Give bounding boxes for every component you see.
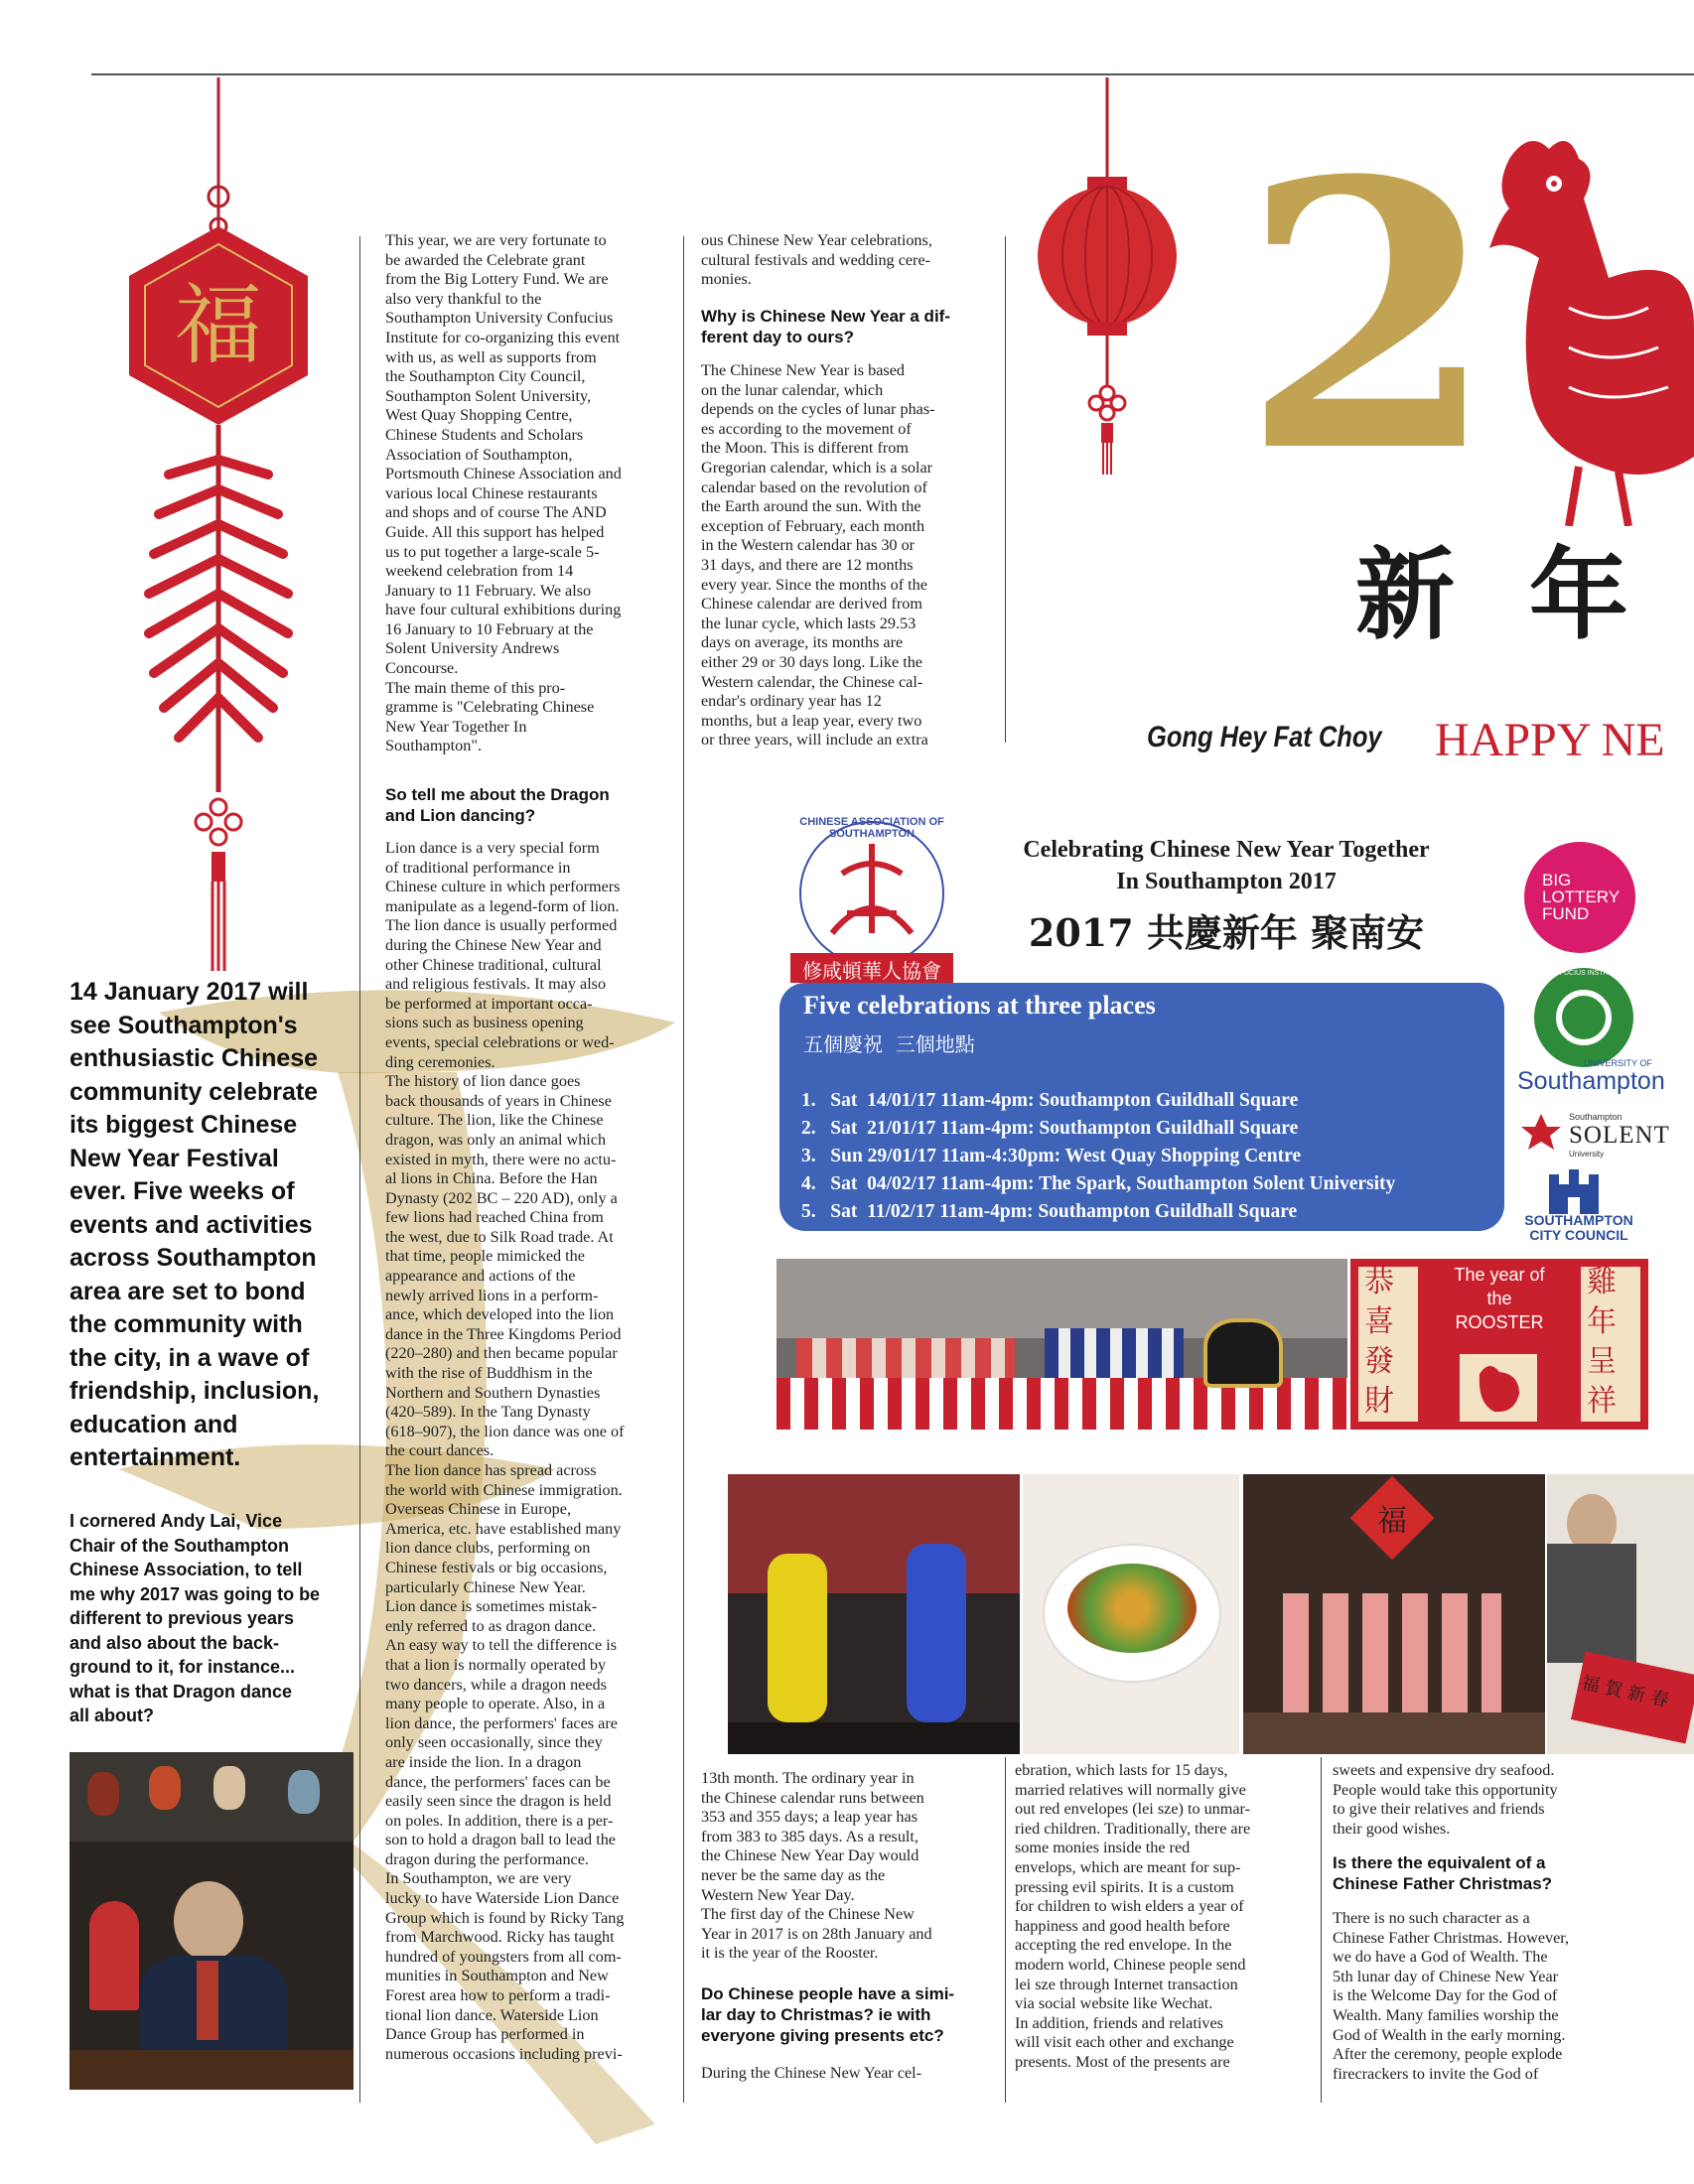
food-dish-photo (1023, 1474, 1239, 1754)
opera-mask (149, 1766, 181, 1810)
small-rooster-icon (1460, 1354, 1537, 1422)
big-lottery-fund-logo (1524, 842, 1635, 953)
col4b-paragraph-1: ebration, which lasts for 15 days, married relatives will normally give out red envelopes (lei sze) to unmar- ried children. Traditionally, there are some monies inside the red envelops, which are meant for sup- pressing evil spirits. It is a custom for children to wish elders a year of happiness and good health before accepting the red envelope. In the modern world, Chinese people send lei sze through Internet transaction via social website like Wechat. In addition, friends and relatives will visit each other and exchange presents. Most of the presents are (1015, 1761, 1251, 2071)
col3-paragraph-1: ous Chinese New Year celebrations, cultural festivals and wedding cere- monies. (701, 231, 932, 289)
happy-new-year-heading: HAPPY NE (1435, 714, 1665, 766)
rooster-card-image (1460, 1354, 1537, 1422)
dancers-group (1283, 1593, 1501, 1712)
drummers-group (1045, 1328, 1184, 1378)
fu-charm-graphic (60, 77, 377, 971)
solent-small-label: Southampton (1569, 1112, 1623, 1122)
child-blue-outfit (907, 1544, 966, 1722)
solent-uni-label: University (1569, 1150, 1605, 1159)
top-rule (91, 73, 1694, 75)
rooster-papercut (1470, 129, 1694, 526)
performers-group (796, 1338, 1015, 1378)
elder-body (1547, 1544, 1636, 1663)
col3b-paragraph-2: During the Chinese New Year cel- (701, 2064, 922, 2082)
big-lottery-fund-text: BIG LOTTERY FUND (1542, 871, 1621, 923)
column-rule-2 (683, 236, 684, 2103)
column-rule-5 (1321, 1757, 1322, 2103)
fu-sign-character: 福 (1377, 1504, 1407, 1539)
dancers-floor (1243, 1712, 1545, 1754)
col5b-heading-father-christmas: Is there the equivalent of a Chinese Father Christmas? (1333, 1853, 1553, 1893)
col2-heading-dragon: So tell me about the Dragon and Lion dancing? (385, 785, 610, 825)
calligraphy-photo (1547, 1474, 1694, 1754)
fu-charm-decoration (60, 77, 377, 971)
col3b-paragraph-1: 13th month. The ordinary year in the Chinese calendar runs between 353 and 355 days; a leap year has from 383 to 385 days. As a result, the Chinese New Year Day would never be the same day as the Western New Year Day. The first day of the Chinese New Year in 2017 is on 28th January and it is the year of the Rooster. (701, 1769, 932, 1963)
kungfu-floor (728, 1722, 1020, 1754)
event-line-3: 3. Sun 29/01/17 11am-4:30pm: West Quay Shopping Centre (801, 1146, 1302, 1166)
confucius-text: CONFUCIUS INSTITUTE (1544, 970, 1623, 977)
events-box-chinese-title: 五個慶祝 三個地點 (803, 1032, 975, 1056)
man-tie (197, 1961, 218, 2040)
association-chinese-name: 修咸頓華人協會 (802, 959, 941, 983)
flower-vase (89, 1901, 139, 2010)
event-line-2: 2. Sat 21/01/17 11am-4pm: Southampton Guildhall Square (801, 1118, 1299, 1139)
gong-hey-fat-choy: Gong Hey Fat Choy (1147, 721, 1382, 753)
column-rule-3 (1005, 236, 1006, 743)
poster-title-chinese: 2017 共慶新年 聚南安 (1028, 910, 1425, 955)
col5b-paragraph-2: There is no such character as a Chinese Father Christmas. However, we do have a God of Wealth. The 5th lunar day of Chinese New Year is the Welcome Day for the God of Wealth. Many families worship the God of Wealth in the early morning. After the ceremony, people explode firecrackers to invite the God of (1333, 1909, 1570, 2083)
association-logo (773, 814, 971, 993)
solent-star-icon (1516, 1112, 1566, 1152)
col3-paragraph-2: The Chinese New Year is based on the lunar calendar, which depends on the cycles of lunar phas- es according to the movement of the Moon. This is different from Gregorian calendar, which is a solar calendar based on the revolution of the Earth around the sun. With the exception of February, each month in the Western calendar has 30 or 31 days, and there are 12 months every year. Since the months of the Chinese calendar are derived from the lunar cycle, which lasts 29.53 days on average, its months are either 29 or 30 days long. Like the Western calendar, the Chinese cal- endar's ordinary year has 12 months, but a leap year, every two or three years, will include an extra (701, 361, 935, 750)
event-line-4: 4. Sat 04/02/17 11am-4pm: The Spark, Southampton Solent University (801, 1173, 1396, 1194)
man-face (174, 1881, 243, 1961)
opera-mask (288, 1770, 320, 1814)
poster-title-line-1: Celebrating Chinese New Year Together (1023, 837, 1430, 863)
col5b-paragraph-1: sweets and expensive dry seafood. People would take this opportunity to give their relatives and friends their good wishes. (1333, 1761, 1558, 1838)
solent-university-logo: SOLENT (1569, 1122, 1670, 1149)
rooster-card-caption: The year of the ROOSTER (1454, 1265, 1545, 1332)
lion-costume (1203, 1318, 1283, 1388)
column-rule-4 (1005, 1757, 1006, 2103)
col3-heading-lunar: Why is Chinese New Year a dif- ferent day to ours? (701, 307, 950, 346)
desk (70, 2050, 353, 2090)
intro-question: I cornered Andy Lai, Vice Chair of the Southampton Chinese Association, to tell me why 2017 was going to be different to previous years and also about the back- ground to it, for instance... what is that Dragon dance all about? (70, 1511, 321, 1725)
uni-small-label: UNIVERSITY OF (1584, 1058, 1652, 1068)
rooster-card-left-text: 恭 喜 發 財 (1364, 1265, 1394, 1419)
events-box (779, 983, 1504, 1231)
food-dish (1067, 1564, 1197, 1653)
child-yellow-outfit (768, 1554, 827, 1722)
event-line-1: 1. Sat 14/01/17 11am-4pm: Southampton Guildhall Square (801, 1090, 1299, 1111)
rooster-year-card (1350, 1259, 1648, 1430)
opera-mask (213, 1766, 245, 1810)
events-box-title: Five celebrations at three places (803, 991, 1156, 1020)
xin-nian-characters: 新 年 (1355, 537, 1648, 653)
kungfu-children-photo (728, 1474, 1020, 1754)
col2-paragraph-2: Lion dance is a very special form of traditional performance in Chinese culture in which performers manipulate as a legend-form of lion. The lion dance is usually performed during the Chinese New Year and other Chinese traditional, cultural and religious festivals. It may also be performed at important occa- sions such as business opening events, special celebrations or wed- ding ceremonies. The history of lion dance goes back thousands of years in Chinese culture. The lion, like the Chinese dragon, was only an animal which existed in myth, there were no actu- al lions in China. Before the Han Dynasty (202 BC – 220 AD), only a few lions had reached China from the west, due to Silk Road trade. At that time, people mimicked the appearance and actions of the newly arrived lions in a perform- ance, which developed into the lion dance in the Three Kingdoms Period (220–280) and then became popular with the rise of Buddhism in the Northern and Southern Dynasties (420–589). In the Tang Dynasty (618–907), the lion dance was one of the court dances. The lion dance has spread across the world with Chinese immigration. Overseas Chinese in Europe, America, etc. have established many lion dance clubs, performing on Chinese festivals or big occasions, particularly Chinese New Year. Lion dance is sometimes mistak- enly referred to as dragon dance. An easy way to tell the difference is that a lion is normally operated by two dancers, while a dragon needs many people to operate. Also, in a lion dance, the performers' faces are only seen occasionally, since they are inside the lion. In a dragon dance, the performers' faces can be easily seen since the dragon is held on poles. In addition, there is a per- son to hold a dragon ball to lead the dragon during the performance. In Southampton, we are very lucky to have Waterside Lion Dance Group which is found by Ricky Tang from Marchwood. Ricky has taught hundred of youngsters from all com- munities in Southampton and New Forest area how to perform a tradi- tional lion dance. Waterside Lion Dance Group has performed in numerous occasions including previ- (385, 839, 625, 2063)
city-council-castle-icon (1544, 1169, 1604, 1214)
col3b-heading-christmas: Do Chinese people have a simi- lar day to Christmas? ie with everyone giving presents etc? (701, 1984, 955, 2045)
red-lantern (1033, 77, 1182, 475)
col2-paragraph-1: This year, we are very fortunate to be awarded the Celebrate grant from the Big Lottery Fund. We are also very thankful to the Southampton University Confucius Institute for co-organizing this event with us, as well as supports from the Southampton City Council, Southampton Solent University, West Quay Shopping Centre, Chinese Students and Scholars Association of Southampton, Portsmouth Chinese Association and various local Chinese restaurants and shops and of course The AND Guide. All this support has helped us to put together a large-scale 5- weekend celebration from 14 January to 11 February. We also have four cultural exhibitions during 16 January to 10 February at the Solent University Andrews Concourse. The main theme of this pro- gramme is "Celebrating Chinese New Year Together In Southampton". (385, 231, 622, 755)
opera-mask (87, 1772, 119, 1816)
stage-performance-photo (776, 1259, 1347, 1430)
city-council-logo: SOUTHAMPTON CITY COUNCIL (1524, 1212, 1633, 1243)
confucius-institute-logo (1534, 968, 1633, 1067)
big-digit-2: 2 (1241, 102, 1497, 533)
dancers-photo (1243, 1474, 1545, 1754)
event-line-5: 5. Sat 11/02/17 11am-4pm: Southampton Guildhall Square (801, 1201, 1298, 1222)
intro-lead: 14 January 2017 will see Southampton's enthusiastic Chinese community celebrate its biggest Chinese New Year Festival ever. Five weeks of events and activities across Southampton area are set to bond the community with the city, in a wave of friendship, inclusion, education and entertainment. (70, 978, 320, 1471)
fu-character: 福 (174, 274, 262, 376)
rooster-card-right-text: 雞 年 呈 祥 (1587, 1265, 1617, 1419)
southampton-university-logo: Southampton (1517, 1067, 1665, 1095)
portrait-photo (70, 1752, 353, 2090)
association-ring-text: CHINESE ASSOCIATION OF SOUTHAMPTON (799, 816, 944, 840)
scroll-calligraphy: 福 賀 新 春 (1579, 1672, 1671, 1712)
poster-title-line-2: In Southampton 2017 (1116, 869, 1337, 894)
confucius-emblem (1556, 990, 1612, 1045)
